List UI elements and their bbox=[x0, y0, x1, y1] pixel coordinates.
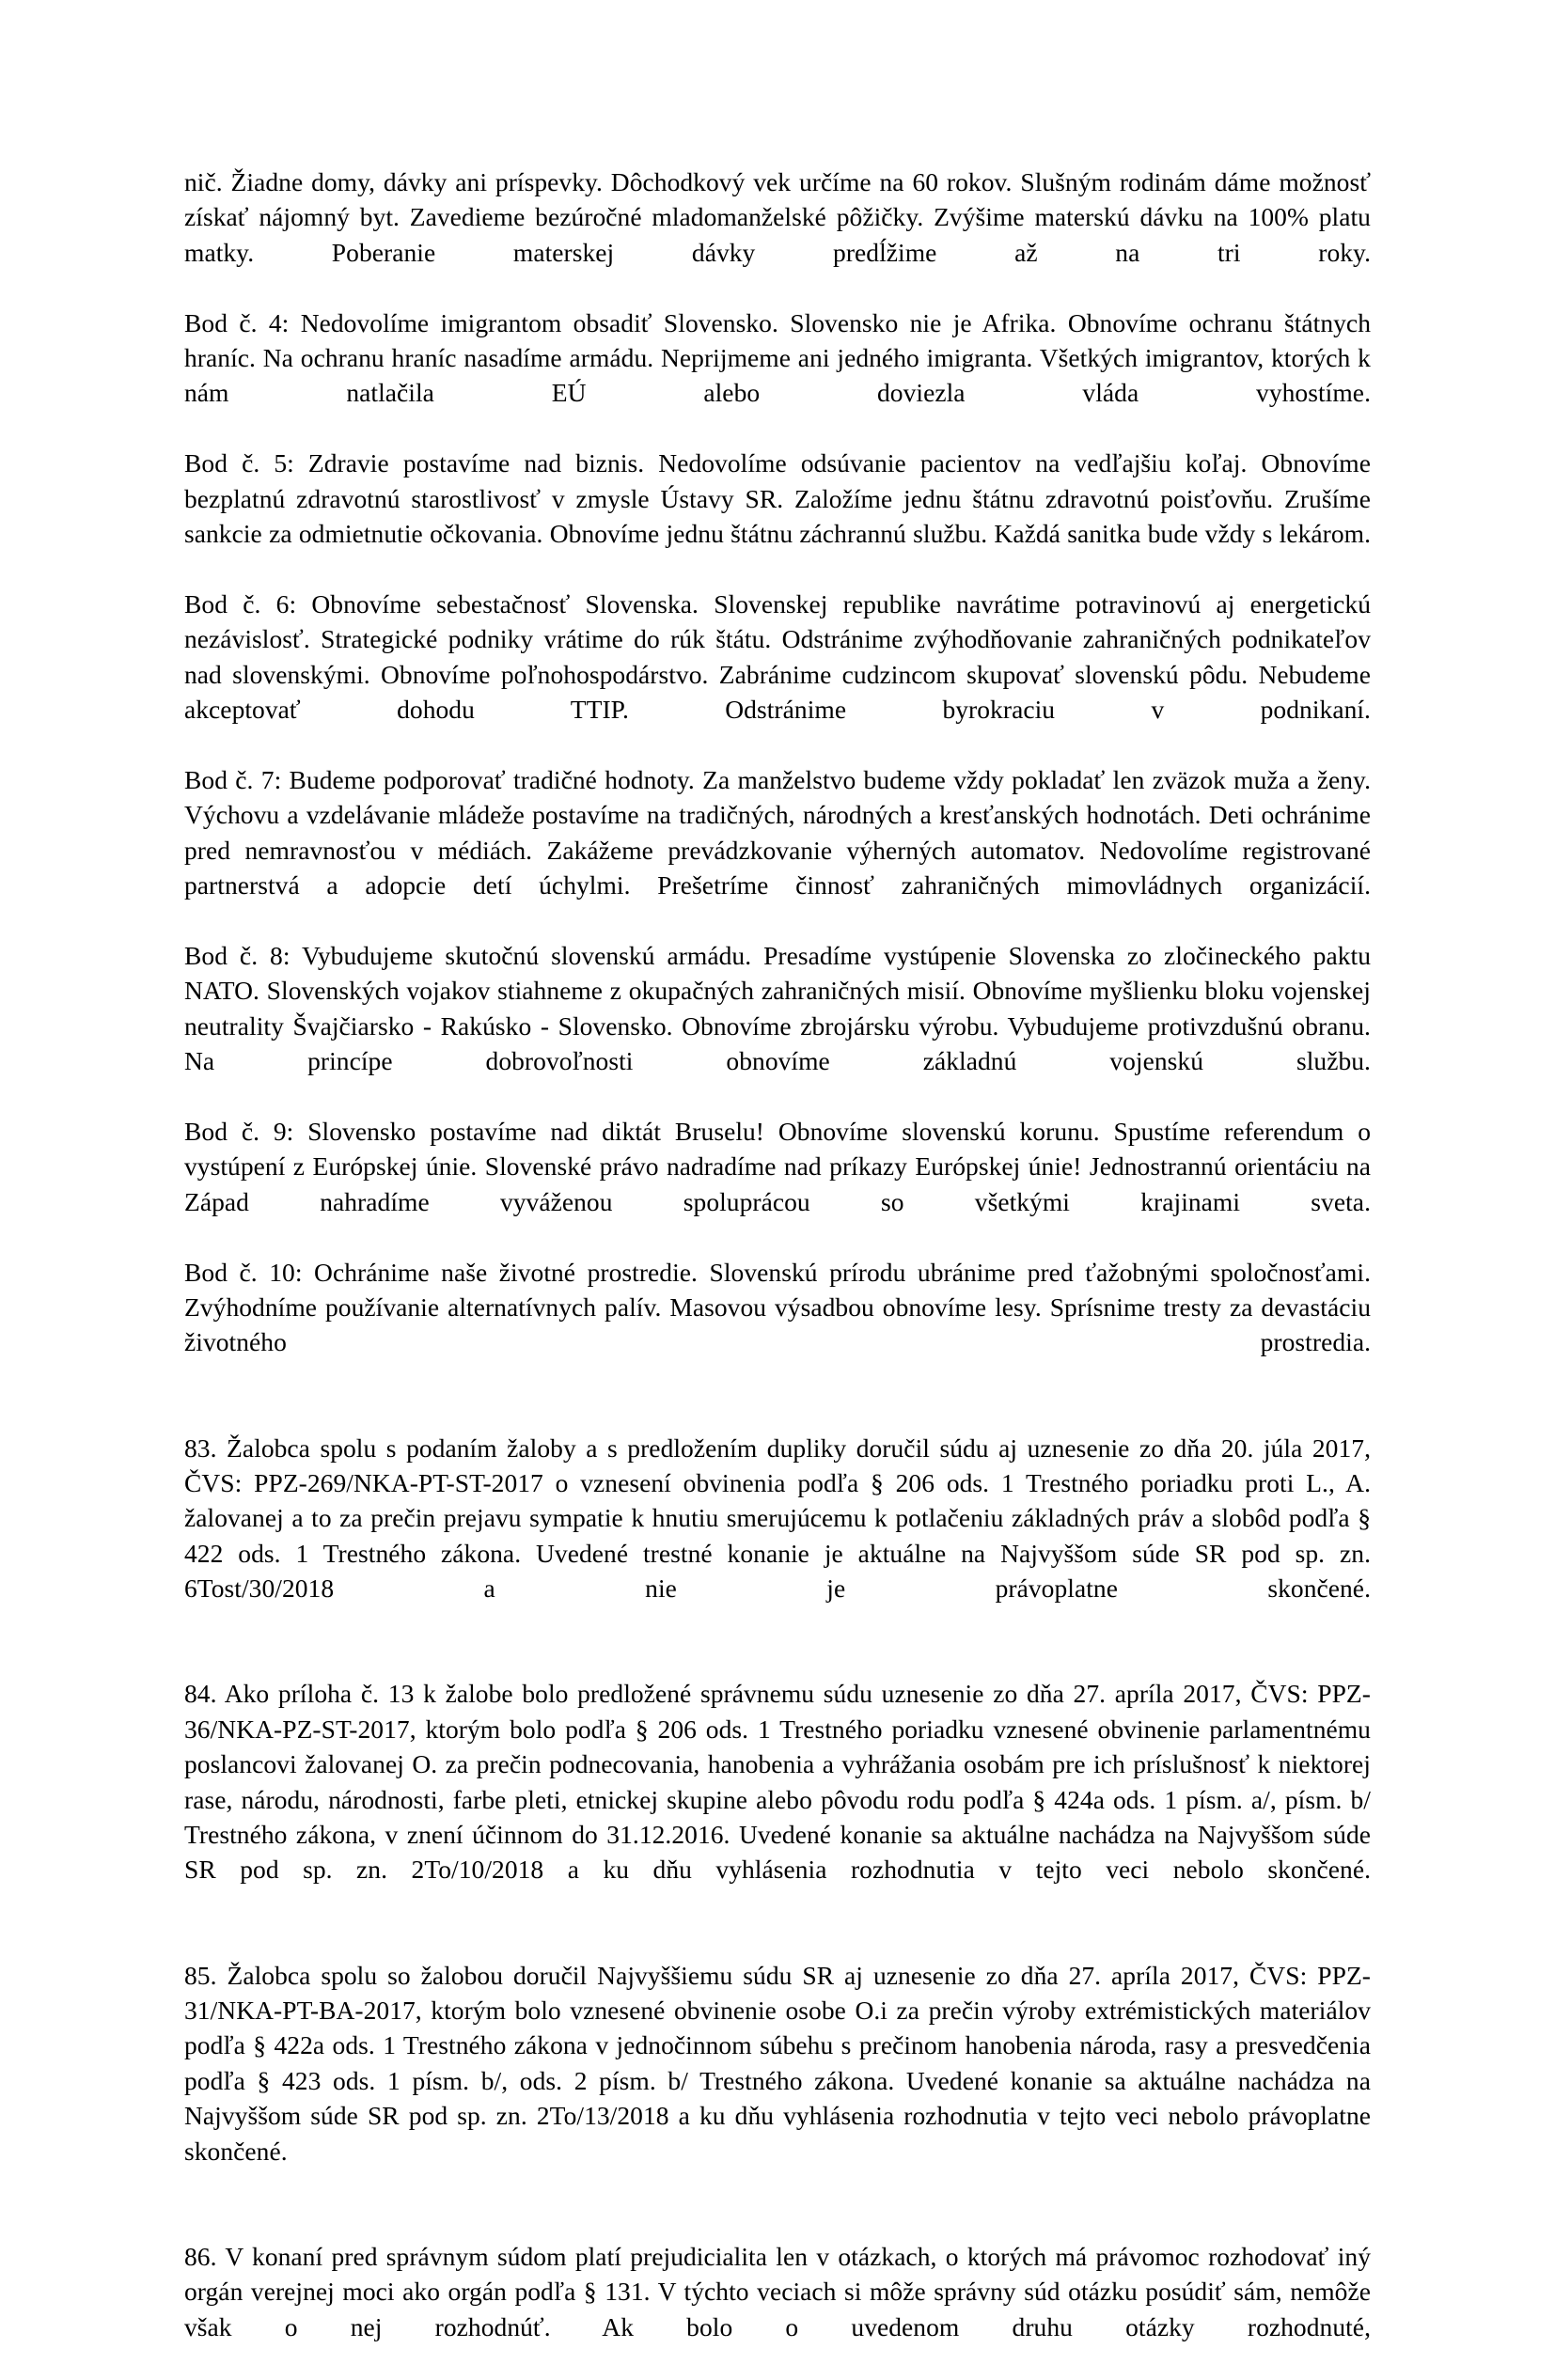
paragraph-gap bbox=[184, 1922, 1371, 1957]
paragraph-84: 84. Ako príloha č. 13 k žalobe bolo predložené správnemu súdu uznesenie zo dňa 27. apríla 2017, ČVS: PPZ-36/NKA-PZ-ST-2017, ktorým bolo podľa § 206 ods. 1 Trestného poriadku vznesené obvinenie parlamentnému poslancovi žalovanej O. za prečin podnecovania, hanobenia a vyhrážania osobám pre ich príslušnosť k niektorej rase, národu, národnosti, farbe pleti, etnickej skupine alebo pôvodu rodu podľa § 424a ods. 1 písm. a/, písm. b/ Trestného zákona, v znení účinnom do 31.12.2016. Uvedené konanie sa aktuálne nachádza na Najvyššom súde SR pod sp. zn. 2To/10/2018 a ku dňu vyhlásenia rozhodnutia v tejto veci nebolo skončené. bbox=[184, 1679, 1371, 1885]
paragraph-83: 83. Žalobca spolu s podaním žaloby a s predložením dupliky doručil súdu aj uznesenie zo dňa 20. júla 2017, ČVS: PPZ-269/NKA-PT-ST-2017 o vznesení obvinenia podľa § 206 ods. 1 Trestného poriadku proti L., A. žalovanej a to za prečin prejavu sympatie k hnutiu smerujúcemu k potlačeniu základných práv a slobôd podľa § 422 ods. 1 Trestného zákona. Uvedené trestné konanie je aktuálne na Najvyššom súde SR pod sp. zn. 6Tost/30/2018 a nie je právoplatne skončené. bbox=[184, 1433, 1371, 1604]
paragraph-86: 86. V konaní pred správnym súdom platí prejudicialita len v otázkach, o ktorých má právomoc rozhodovať iný orgán verejnej moci ako orgán podľa § 131. V týchto veciach si môže správny súd otázku posúdiť sám, nemôže však o nej rozhodnúť. Ak bolo o uvedenom druhu otázky rozhodnuté, bbox=[184, 2241, 1371, 2341]
paragraph-bod-10: Bod č. 10: Ochránime naše životné prostredie. Slovenskú prírodu ubránime pred ťažobnými spoločnosťami. Zvýhodníme používanie alternatívnych palív. Masovou výsadbou obnovíme lesy. Sprísnime tresty za devastáciu životného prostredia. bbox=[184, 1257, 1371, 1357]
paragraph-bod-4: Bod č. 4: Nedovolíme imigrantom obsadiť Slovensko. Slovensko nie je Afrika. Obnovíme ochranu štátnych hraníc. Na ochranu hraníc nasadíme armádu. Neprijmeme ani jedného imigranta. Všetkých imigrantov, ktorých k nám natlačila EÚ alebo doviezla vláda vyhostíme. bbox=[184, 307, 1371, 408]
paragraph-bod-7: Bod č. 7: Budeme podporovať tradičné hodnoty. Za manželstvo budeme vždy pokladať len zväzok muža a ženy. Výchovu a vzdelávanie mládeže postavíme na tradičných, národných a kresťanských hodnotách. Deti ochránime pred nemravnosťou v médiách. Zakážeme prevádzkovanie výherných automatov. Nedovolíme registrované partnerstvá a adopcie detí úchylmi. Prešetríme činnosť zahraničných mimovládnych organizácií. bbox=[184, 764, 1371, 900]
paragraph-bod-8: Bod č. 8: Vybudujeme skutočnú slovenskú armádu. Presadíme vystúpenie Slovenska zo zločineckého paktu NATO. Slovenských vojakov stiahneme z okupačných zahraničných misií. Obnovíme myšlienku bloku vojenskej neutrality Švajčiarsko - Rakúsko - Slovensko. Obnovíme zbrojársku výrobu. Vybudujeme protivzdušnú obranu. Na princípe dobrovoľnosti obnovíme základnú vojenskú službu. bbox=[184, 940, 1371, 1076]
page-text-body bbox=[184, 164, 1371, 2380]
paragraph-bod-9: Bod č. 9: Slovensko postavíme nad diktát Bruselu! Obnovíme slovenskú korunu. Spustíme referendum o vystúpení z Európskej únie. Slovenské právo nadradíme nad príkazy Európskej únie! Jednostrannú orientáciu na Západ nahradíme vyváženou spoluprácou so všetkými krajinami sveta. bbox=[184, 1116, 1371, 1216]
paragraph-gap bbox=[184, 1395, 1371, 1430]
paragraph-bod-6: Bod č. 6: Obnovíme sebestačnosť Slovenska. Slovenskej republike navrátime potravinovú aj energetickú nezávislosť. Strategické podniky vrátime do rúk štátu. Odstránime zvýhodňovanie zahraničných podnikateľov nad slovenskými. Obnovíme poľnohospodárstvo. Zabránime cudzincom skupovať slovenskú pôdu. Nebudeme akceptovať dohodu TTIP. Odstránime byrokraciu v podnikaní. bbox=[184, 588, 1371, 725]
paragraph-gap bbox=[184, 1641, 1371, 1676]
paragraph-gap bbox=[184, 2204, 1371, 2239]
paragraph-bod-5: Bod č. 5: Zdravie postavíme nad biznis. Nedovolíme odsúvanie pacientov na vedľajšiu koľaj. Obnovíme bezplatnú zdravotnú starostlivosť v zmysle Ústavy SR. Založíme jednu štátnu zdravotnú poisťovňu. Zrušíme sankcie za odmietnutie očkovania. Obnovíme jednu štátnu záchrannú službu. Každá sanitka bude vždy s lekárom. bbox=[184, 448, 1371, 549]
paragraph-85: 85. Žalobca spolu so žalobou doručil Najvyššiemu súdu SR aj uznesenie zo dňa 27. apríla 2017, ČVS: PPZ-31/NKA-PT-BA-2017, ktorým bolo vznesené obvinenie osobe O.i za prečin výroby extrémistických materiálov podľa § 422a ods. 1 Trestného zákona v jednočinnom súbehu s prečinom hanobenia národa, rasy a presvedčenia podľa § 423 ods. 1 písm. b/, ods. 2 písm. b/ Trestného zákona. Uvedené konanie sa aktuálne nachádza na Najvyššom súde SR pod sp. zn. 2To/13/2018 a ku dňu vyhlásenia rozhodnutia v tejto veci nebolo právoplatne skončené. bbox=[184, 1960, 1371, 2166]
paragraph-programme-points: nič. Žiadne domy, dávky ani príspevky. Dôchodkový vek určíme na 60 rokov. Slušným rodinám dáme možnosť získať nájomný byt. Zavedieme bezúročné mladomanželské pôžičky. Zvýšime materskú dávku na 100% platu matky. Poberanie materskej dávky predĺžime až na tri roky. bbox=[184, 167, 1371, 267]
